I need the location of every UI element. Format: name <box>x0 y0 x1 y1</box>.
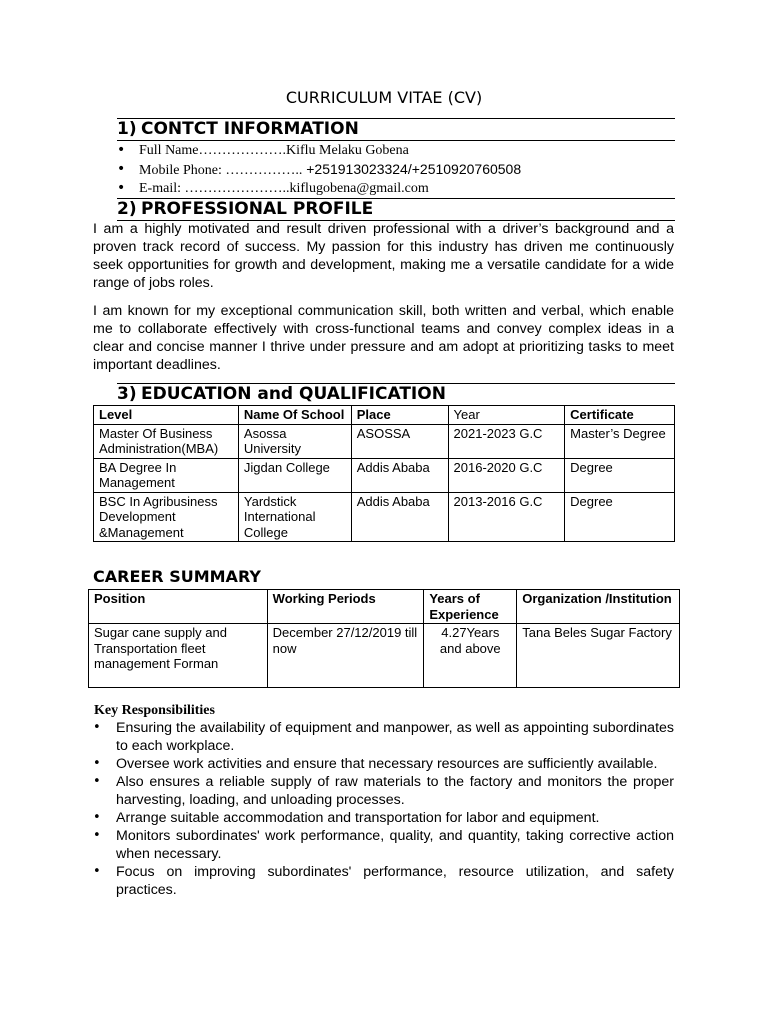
header-years: Years of Experience <box>424 590 517 624</box>
section-number: 3) <box>117 384 137 404</box>
full-name-label: Full Name………………. <box>139 143 286 158</box>
cell: BSC In Agribusiness Development &Management <box>94 492 239 542</box>
career-table <box>88 589 680 688</box>
cell: Sugar cane supply and Transportation fleet management Forman <box>89 624 268 688</box>
header-place: Place <box>351 406 448 425</box>
profile-paragraph-2: I am known for my exceptional communication skill, both written and verbal, which enable me to collaborate effectively with cross-functional teams and convey complex ideas in a clear and concise manner I thrive under pressure and am adopt at prioritizing tasks to meet important deadlines. <box>93 303 674 373</box>
section-number: 2) <box>117 199 137 219</box>
cell: Master Of Business Administration(MBA) <box>94 424 239 458</box>
cell: Addis Ababa <box>351 492 448 542</box>
responsibilities-list <box>93 719 674 899</box>
cell: 4.27Years and above <box>424 624 517 688</box>
cell: 2021-2023 G.C <box>448 424 565 458</box>
table-row <box>94 458 675 492</box>
table-row <box>89 624 680 688</box>
cell: Degree <box>565 492 675 542</box>
section-title: CONTCT INFORMATION <box>141 119 359 139</box>
table-header-row <box>89 590 680 624</box>
cell: Tana Beles Sugar Factory <box>517 624 680 688</box>
profile-paragraph-1: I am a highly motivated and result driven professional with a driver’s background and a proven track record of success. My passion for this industry has driven me continuously seek opportunities for growth and development, making me a versatile candidate for a wide range of jobs roles. <box>93 221 674 291</box>
header-school: Name Of School <box>238 406 351 425</box>
email-value: kiflugobena@gmail.com <box>289 181 429 196</box>
cell: Yardstick International College <box>238 492 351 542</box>
header-organization: Organization /Institution <box>517 590 680 624</box>
page-title: CURRICULUM VITAE (CV) <box>285 88 483 107</box>
cell: 2016-2020 G.C <box>448 458 565 492</box>
cell: Degree <box>565 458 675 492</box>
header-position: Position <box>89 590 268 624</box>
cell: Master’s Degree <box>565 424 675 458</box>
header-certificate: Certificate <box>565 406 675 425</box>
mobile-value: +251913023324/+2510920760508 <box>302 161 522 177</box>
education-table <box>93 405 675 542</box>
list-item: • Also ensures a reliable supply of raw materials to the factory and monitors the proper harvesting, loading, and unloading processes. <box>93 773 674 809</box>
career-summary-heading: CAREER SUMMARY <box>93 567 261 586</box>
contact-item-name <box>117 141 675 160</box>
table-header-row <box>94 406 675 425</box>
table-row <box>94 424 675 458</box>
section-title: EDUCATION and QUALIFICATION <box>141 384 446 404</box>
list-item: • Ensuring the availability of equipment and manpower, as well as appointing subordinates to each workplace. <box>93 719 674 755</box>
list-item: • Arrange suitable accommodation and transportation for labor and equipment. <box>93 809 674 827</box>
mobile-label: Mobile Phone: …………….. <box>139 163 303 178</box>
education-section-heading <box>117 383 675 405</box>
cell: BA Degree In Management <box>94 458 239 492</box>
contact-item-email <box>117 179 675 198</box>
cell: ASOSSA <box>351 424 448 458</box>
list-item: • Oversee work activities and ensure that necessary resources are sufficiently available. <box>93 755 674 773</box>
table-row <box>94 492 675 542</box>
contact-list <box>117 141 675 198</box>
list-item: • Focus on improving subordinates' performance, resource utilization, and safety practices. <box>93 863 674 899</box>
cell: 2013-2016 G.C <box>448 492 565 542</box>
email-label: E-mail: ………………….. <box>139 181 290 196</box>
header-level: Level <box>94 406 239 425</box>
section-title: PROFESSIONAL PROFILE <box>141 199 374 219</box>
section-number: 1) <box>117 119 137 139</box>
key-responsibilities-heading: Key Responsibilities <box>94 703 215 718</box>
list-item: • Monitors subordinates' work performance, quality, and quantity, taking corrective action when necessary. <box>93 827 674 863</box>
cell: Addis Ababa <box>351 458 448 492</box>
profile-section-heading <box>117 198 675 221</box>
cell: Asossa University <box>238 424 351 458</box>
cell: Jigdan College <box>238 458 351 492</box>
header-periods: Working Periods <box>267 590 424 624</box>
header-year: Year <box>448 406 565 425</box>
contact-section-heading <box>117 118 675 141</box>
full-name-value: Kiflu Melaku Gobena <box>286 143 409 158</box>
contact-item-mobile <box>117 160 675 179</box>
cell: December 27/12/2019 till now <box>267 624 424 688</box>
